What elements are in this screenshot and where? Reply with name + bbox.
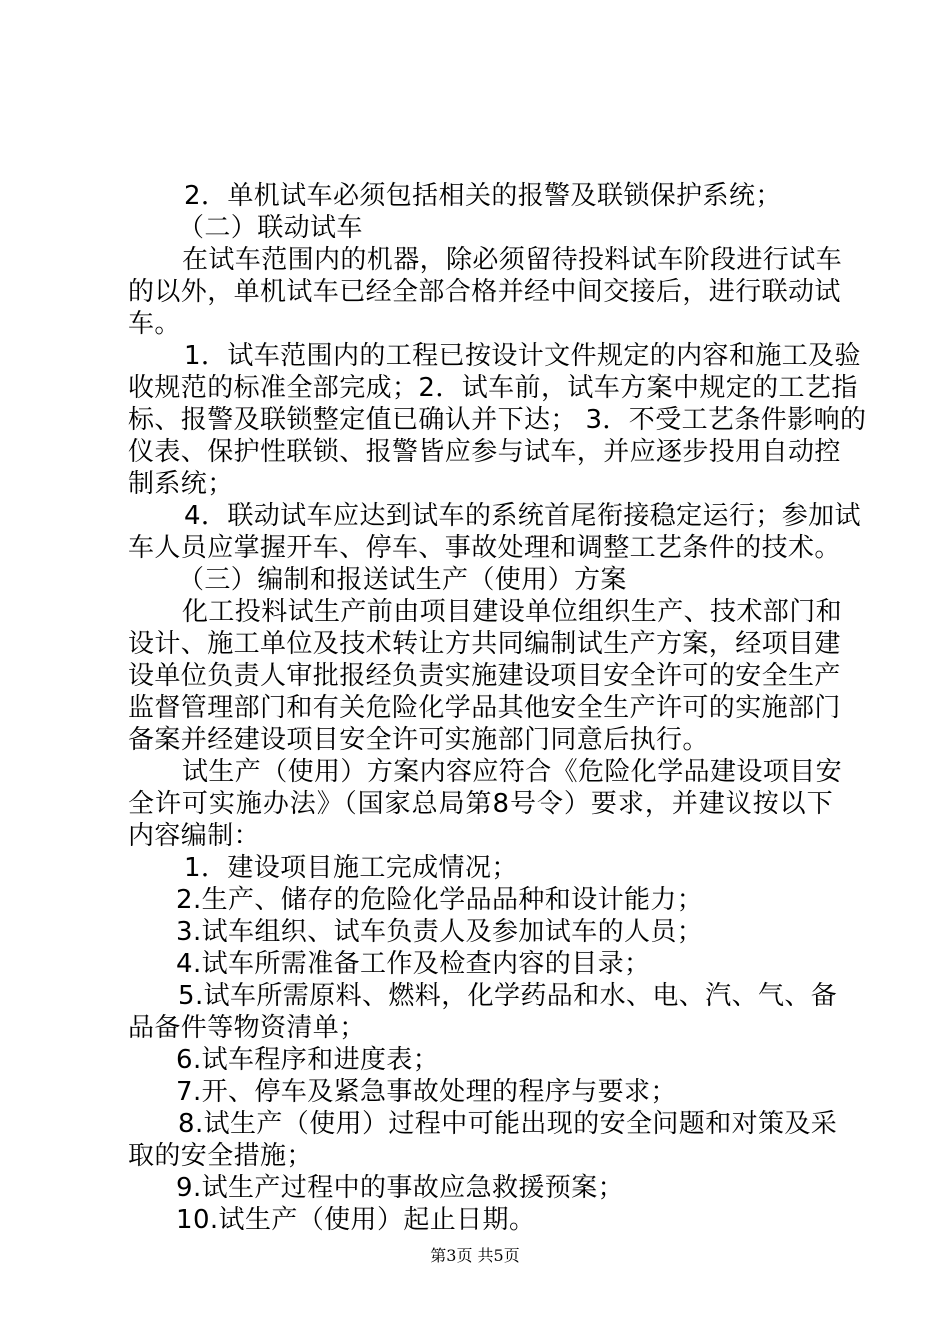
list-item: 4.试车所需准备工作及检查内容的目录；: [176, 949, 651, 979]
list-item: 2.生产、储存的危险化学品品种和设计能力；: [176, 885, 704, 915]
paragraph-line: 备案并经建设项目安全许可实施部门同意后执行。: [128, 725, 709, 755]
list-item: 9.试生产过程中的事故应急救援预案；: [176, 1173, 625, 1203]
list-item: 5.试车所需原料、燃料，化学药品和水、电、汽、气、备: [178, 981, 838, 1011]
paragraph-line: 在试车范围内的机器，除必须留待投料试车阶段进行试车: [182, 245, 843, 275]
list-item: 7.开、停车及紧急事故处理的程序与要求；: [176, 1077, 677, 1107]
list-item-continuation: 取的安全措施；: [128, 1141, 313, 1171]
list-item: 8.试生产（使用）过程中可能出现的安全问题和对策及采: [178, 1109, 838, 1139]
section-heading: （二）联动试车: [178, 213, 363, 243]
list-item: 6.试车程序和进度表；: [176, 1045, 440, 1075]
paragraph-line: 4．联动试车应达到试车的系统首尾衔接稳定运行；参加试: [184, 501, 861, 531]
paragraph-line: 2．单机试车必须包括相关的报警及联锁保护系统；: [184, 181, 782, 211]
paragraph-line: 制系统；: [128, 469, 234, 499]
paragraph-line: 内容编制：: [128, 821, 261, 851]
paragraph-line: 全许可实施办法》（国家总局第8号令）要求，并建议按以下: [128, 789, 833, 819]
paragraph-line: 设单位负责人审批报经负责实施建设项目安全许可的安全生产: [128, 661, 841, 691]
paragraph-line: 车人员应掌握开车、停车、事故处理和调整工艺条件的技术。: [128, 533, 841, 563]
paragraph-line: 1．试车范围内的工程已按设计文件规定的内容和施工及验: [184, 341, 861, 371]
list-item: 10.试生产（使用）起止日期。: [176, 1205, 536, 1235]
paragraph-line: 化工投料试生产前由项目建设单位组织生产、技术部门和: [182, 597, 843, 627]
list-item: 1．建设项目施工完成情况；: [184, 853, 518, 883]
section-heading: （三）编制和报送试生产（使用）方案: [178, 565, 627, 595]
paragraph-line: 设计、施工单位及技术转让方共同编制试生产方案，经项目建: [128, 629, 841, 659]
paragraph-line: 车。: [128, 309, 181, 339]
list-item-continuation: 品备件等物资清单；: [128, 1013, 366, 1043]
paragraph-line: 仪表、保护性联锁、报警皆应参与试车，并应逐步投用自动控: [128, 437, 841, 467]
list-item: 3.试车组织、试车负责人及参加试车的人员；: [176, 917, 704, 947]
paragraph-line: 监督管理部门和有关危险化学品其他安全生产许可的实施部门: [128, 693, 841, 723]
paragraph-line: 的以外，单机试车已经全部合格并经中间交接后，进行联动试: [128, 277, 841, 307]
paragraph-line: 试生产（使用）方案内容应符合《危险化学品建设项目安: [182, 757, 843, 787]
paragraph-line: 收规范的标准全部完成；2．试车前，试车方案中规定的工艺指: [128, 373, 858, 403]
paragraph-line: 标、报警及联锁整定值已确认并下达； 3．不受工艺条件影响的: [128, 405, 867, 435]
page-footer: 第3页 共5页: [430, 1246, 520, 1265]
